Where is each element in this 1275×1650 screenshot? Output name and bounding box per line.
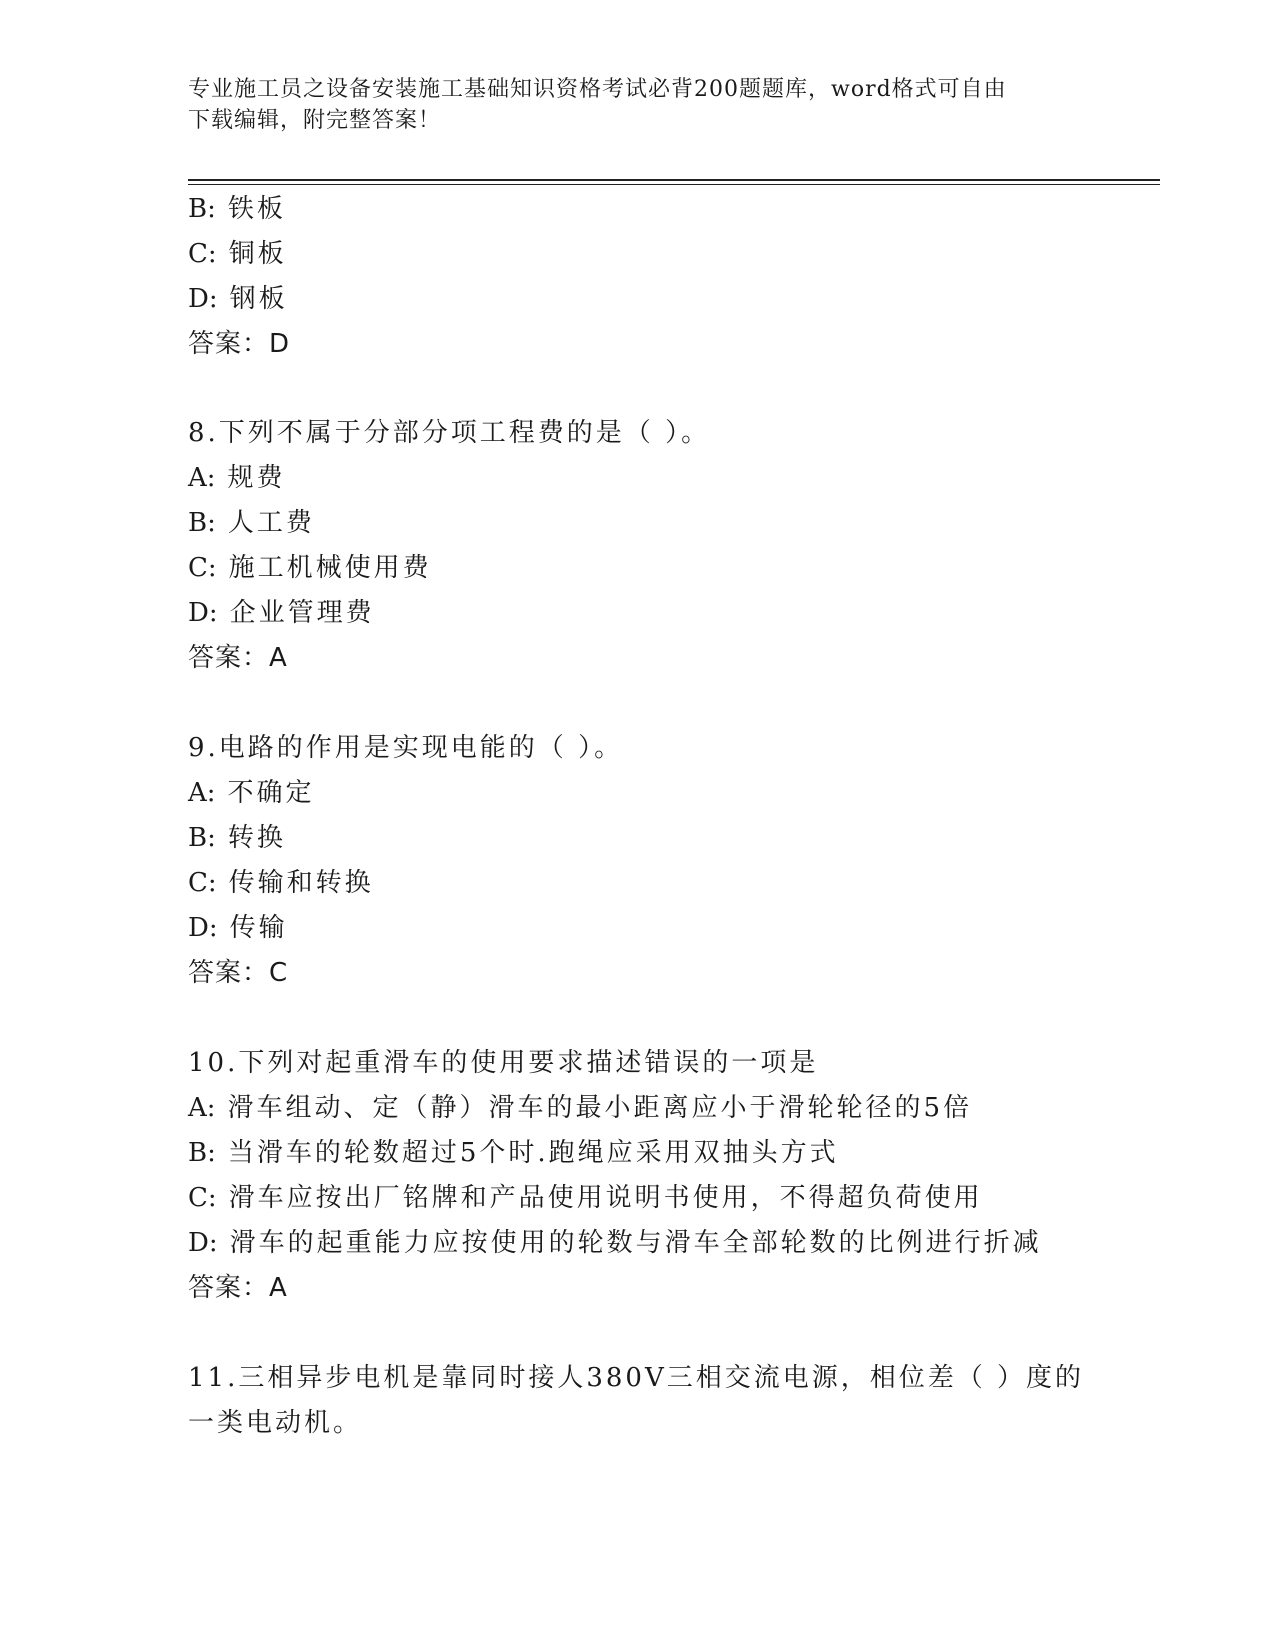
- question-stem: 9.电路的作用是实现电能的（ ）。: [188, 733, 624, 763]
- answer: 答案：D: [188, 329, 291, 359]
- header-line-2: 下载编辑，附完整答案！: [188, 108, 442, 133]
- option-b: B: 当滑车的轮数超过5个时.跑绳应采用双抽头方式: [188, 1138, 839, 1168]
- option-b: B: 人工费: [188, 508, 315, 538]
- document-header: [188, 74, 1088, 136]
- option-a: A: 不确定: [188, 778, 315, 808]
- option-c: C: 施工机械使用费: [188, 553, 432, 583]
- option-d: D: 滑车的起重能力应按使用的轮数与滑车全部轮数的比例进行折减: [188, 1228, 1042, 1258]
- answer: 答案：C: [188, 958, 289, 988]
- header-line-1: 专业施工员之设备安装施工基础知识资格考试必背200题题库，word格式可自由: [188, 77, 1007, 102]
- option-c: C: 滑车应按出厂铭牌和产品使用说明书使用，不得超负荷使用: [188, 1183, 983, 1213]
- option-c: C: 铜板: [188, 239, 287, 269]
- question-stem-continued: 一类电动机。: [188, 1408, 363, 1438]
- option-d: D: 企业管理费: [188, 598, 375, 628]
- answer: 答案：A: [188, 643, 288, 673]
- question-stem: 8.下列不属于分部分项工程费的是（ ）。: [188, 418, 711, 448]
- question-stem: 10.下列对起重滑车的使用要求描述错误的一项是: [188, 1048, 819, 1078]
- option-b: B: 转换: [188, 823, 286, 853]
- option-b: B: 铁板: [188, 194, 286, 224]
- question-stem: 11.三相异步电机是靠同时接人380V三相交流电源，相位差（ ）度的: [188, 1363, 1085, 1393]
- header-rule-thin: [188, 184, 1160, 185]
- option-d: D: 传输: [188, 913, 288, 943]
- option-c: C: 传输和转换: [188, 868, 374, 898]
- header-rule-thick: [188, 179, 1160, 181]
- option-a: A: 滑车组动、定（静）滑车的最小距离应小于滑轮轮径的5倍: [188, 1093, 973, 1123]
- answer: 答案：A: [188, 1273, 288, 1303]
- option-a: A: 规费: [188, 463, 286, 493]
- option-d: D: 钢板: [188, 284, 288, 314]
